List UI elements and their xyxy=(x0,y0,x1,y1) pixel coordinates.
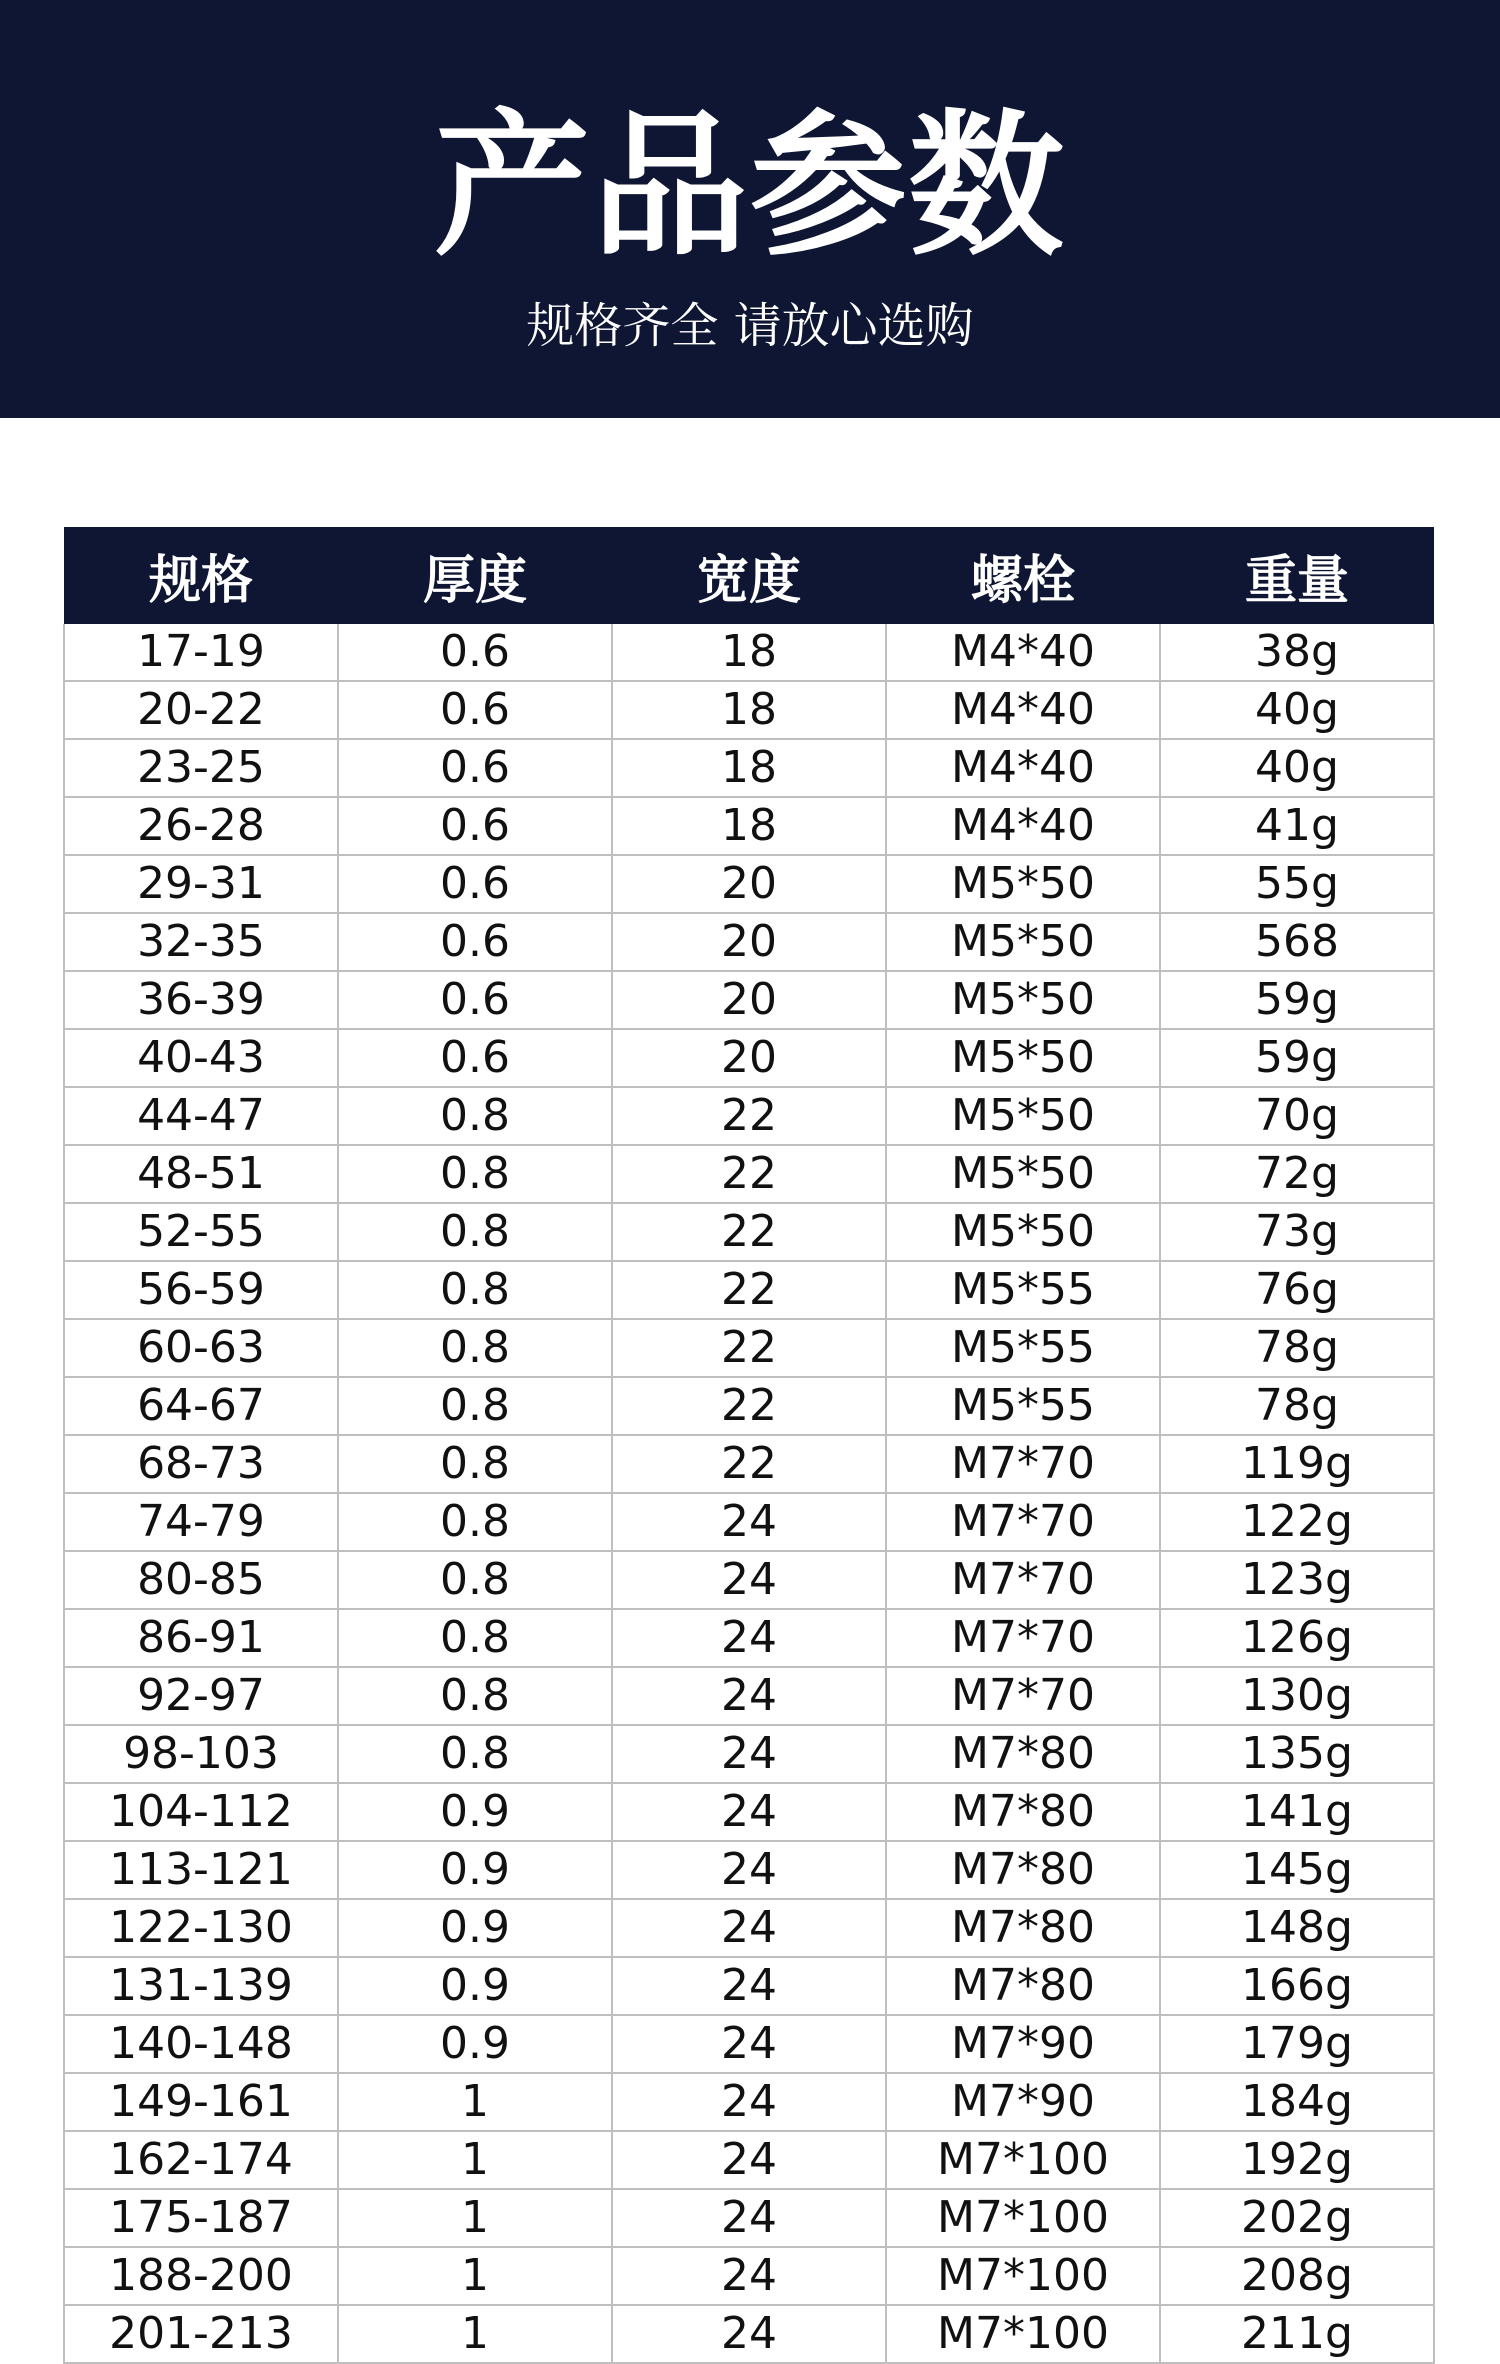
cell-bolt: M5*50 xyxy=(886,1203,1160,1261)
cell-width: 22 xyxy=(612,1145,886,1203)
cell-size: 56-59 xyxy=(64,1261,338,1319)
cell-weight: 73g xyxy=(1160,1203,1434,1261)
cell-width: 20 xyxy=(612,971,886,1029)
cell-size: 23-25 xyxy=(64,739,338,797)
cell-bolt: M7*100 xyxy=(886,2305,1160,2363)
cell-size: 44-47 xyxy=(64,1087,338,1145)
table-row xyxy=(64,971,1434,1029)
cell-width: 24 xyxy=(612,1783,886,1841)
cell-size: 48-51 xyxy=(64,1145,338,1203)
column-header-thickness: 厚度 xyxy=(338,527,612,624)
cell-bolt: M5*50 xyxy=(886,1087,1160,1145)
cell-bolt: M5*55 xyxy=(886,1261,1160,1319)
cell-bolt: M5*50 xyxy=(886,1145,1160,1203)
cell-size: 60-63 xyxy=(64,1319,338,1377)
cell-weight: 568 xyxy=(1160,913,1434,971)
cell-width: 24 xyxy=(612,1957,886,2015)
page-title: 产品参数 xyxy=(434,95,1066,277)
cell-width: 18 xyxy=(612,739,886,797)
cell-weight: 179g xyxy=(1160,2015,1434,2073)
table-row xyxy=(64,797,1434,855)
cell-size: 175-187 xyxy=(64,2189,338,2247)
cell-size: 188-200 xyxy=(64,2247,338,2305)
cell-weight: 40g xyxy=(1160,681,1434,739)
cell-thickness: 0.6 xyxy=(338,739,612,797)
cell-size: 86-91 xyxy=(64,1609,338,1667)
cell-thickness: 0.6 xyxy=(338,855,612,913)
cell-thickness: 0.8 xyxy=(338,1551,612,1609)
cell-bolt: M4*40 xyxy=(886,681,1160,739)
cell-weight: 70g xyxy=(1160,1087,1434,1145)
table-row xyxy=(64,1261,1434,1319)
cell-thickness: 0.9 xyxy=(338,1783,612,1841)
cell-weight: 135g xyxy=(1160,1725,1434,1783)
cell-size: 17-19 xyxy=(64,624,338,681)
table-row xyxy=(64,739,1434,797)
cell-bolt: M5*55 xyxy=(886,1319,1160,1377)
cell-width: 24 xyxy=(612,1493,886,1551)
table-row xyxy=(64,2305,1434,2363)
cell-width: 20 xyxy=(612,855,886,913)
cell-width: 24 xyxy=(612,1551,886,1609)
cell-width: 22 xyxy=(612,1261,886,1319)
cell-width: 20 xyxy=(612,1029,886,1087)
cell-weight: 148g xyxy=(1160,1899,1434,1957)
cell-weight: 145g xyxy=(1160,1841,1434,1899)
cell-thickness: 1 xyxy=(338,2305,612,2363)
column-header-size: 规格 xyxy=(64,527,338,624)
cell-weight: 122g xyxy=(1160,1493,1434,1551)
cell-width: 24 xyxy=(612,1841,886,1899)
cell-width: 18 xyxy=(612,797,886,855)
cell-bolt: M7*70 xyxy=(886,1435,1160,1493)
table-row xyxy=(64,1783,1434,1841)
cell-thickness: 0.8 xyxy=(338,1609,612,1667)
cell-bolt: M7*80 xyxy=(886,1841,1160,1899)
cell-width: 24 xyxy=(612,1667,886,1725)
cell-bolt: M7*90 xyxy=(886,2073,1160,2131)
cell-weight: 202g xyxy=(1160,2189,1434,2247)
table-row xyxy=(64,1435,1434,1493)
column-header-weight: 重量 xyxy=(1160,527,1434,624)
cell-weight: 38g xyxy=(1160,624,1434,681)
cell-bolt: M7*70 xyxy=(886,1493,1160,1551)
cell-bolt: M5*50 xyxy=(886,1029,1160,1087)
spec-table xyxy=(63,527,1435,2364)
cell-weight: 78g xyxy=(1160,1319,1434,1377)
cell-bolt: M7*100 xyxy=(886,2247,1160,2305)
cell-thickness: 0.9 xyxy=(338,1957,612,2015)
cell-weight: 211g xyxy=(1160,2305,1434,2363)
table-row xyxy=(64,855,1434,913)
cell-thickness: 0.8 xyxy=(338,1667,612,1725)
cell-thickness: 0.6 xyxy=(338,681,612,739)
table-row xyxy=(64,1493,1434,1551)
cell-weight: 208g xyxy=(1160,2247,1434,2305)
table-row xyxy=(64,1667,1434,1725)
cell-width: 24 xyxy=(612,2131,886,2189)
cell-size: 140-148 xyxy=(64,2015,338,2073)
cell-weight: 192g xyxy=(1160,2131,1434,2189)
table-row xyxy=(64,1609,1434,1667)
cell-bolt: M7*80 xyxy=(886,1899,1160,1957)
cell-size: 64-67 xyxy=(64,1377,338,1435)
cell-thickness: 0.8 xyxy=(338,1203,612,1261)
table-row xyxy=(64,1377,1434,1435)
cell-thickness: 0.8 xyxy=(338,1087,612,1145)
cell-size: 20-22 xyxy=(64,681,338,739)
table-row xyxy=(64,624,1434,681)
cell-bolt: M7*90 xyxy=(886,2015,1160,2073)
table-row xyxy=(64,2189,1434,2247)
cell-bolt: M7*100 xyxy=(886,2131,1160,2189)
table-body xyxy=(64,624,1434,2363)
table-row xyxy=(64,2131,1434,2189)
table-row xyxy=(64,1841,1434,1899)
banner xyxy=(0,0,1500,418)
cell-bolt: M5*50 xyxy=(886,855,1160,913)
cell-thickness: 0.9 xyxy=(338,1841,612,1899)
cell-bolt: M7*100 xyxy=(886,2189,1160,2247)
cell-bolt: M7*80 xyxy=(886,1725,1160,1783)
cell-thickness: 0.6 xyxy=(338,1029,612,1087)
cell-size: 32-35 xyxy=(64,913,338,971)
table-row xyxy=(64,1203,1434,1261)
cell-size: 113-121 xyxy=(64,1841,338,1899)
cell-size: 52-55 xyxy=(64,1203,338,1261)
cell-size: 40-43 xyxy=(64,1029,338,1087)
cell-weight: 123g xyxy=(1160,1551,1434,1609)
cell-size: 80-85 xyxy=(64,1551,338,1609)
cell-weight: 141g xyxy=(1160,1783,1434,1841)
cell-thickness: 0.9 xyxy=(338,2015,612,2073)
cell-thickness: 0.8 xyxy=(338,1145,612,1203)
cell-width: 22 xyxy=(612,1087,886,1145)
cell-width: 24 xyxy=(612,2015,886,2073)
cell-thickness: 0.6 xyxy=(338,971,612,1029)
cell-width: 20 xyxy=(612,913,886,971)
column-header-bolt: 螺栓 xyxy=(886,527,1160,624)
cell-width: 18 xyxy=(612,624,886,681)
cell-thickness: 1 xyxy=(338,2073,612,2131)
cell-width: 24 xyxy=(612,1899,886,1957)
cell-width: 24 xyxy=(612,1725,886,1783)
cell-weight: 119g xyxy=(1160,1435,1434,1493)
cell-bolt: M5*55 xyxy=(886,1377,1160,1435)
table-header-row xyxy=(64,527,1434,624)
table-row xyxy=(64,1145,1434,1203)
cell-size: 36-39 xyxy=(64,971,338,1029)
cell-width: 24 xyxy=(612,2073,886,2131)
table-row xyxy=(64,681,1434,739)
cell-weight: 130g xyxy=(1160,1667,1434,1725)
table-row xyxy=(64,1319,1434,1377)
table-row xyxy=(64,2015,1434,2073)
table-row xyxy=(64,2073,1434,2131)
column-header-width: 宽度 xyxy=(612,527,886,624)
cell-bolt: M7*70 xyxy=(886,1551,1160,1609)
cell-size: 104-112 xyxy=(64,1783,338,1841)
cell-thickness: 0.8 xyxy=(338,1493,612,1551)
table-row xyxy=(64,2247,1434,2305)
table-row xyxy=(64,1551,1434,1609)
cell-size: 26-28 xyxy=(64,797,338,855)
cell-thickness: 0.8 xyxy=(338,1377,612,1435)
cell-bolt: M5*50 xyxy=(886,971,1160,1029)
cell-width: 18 xyxy=(612,681,886,739)
table-row xyxy=(64,1899,1434,1957)
cell-bolt: M4*40 xyxy=(886,624,1160,681)
cell-weight: 55g xyxy=(1160,855,1434,913)
cell-size: 201-213 xyxy=(64,2305,338,2363)
cell-width: 24 xyxy=(612,2305,886,2363)
table-row xyxy=(64,1725,1434,1783)
cell-size: 122-130 xyxy=(64,1899,338,1957)
cell-weight: 72g xyxy=(1160,1145,1434,1203)
cell-weight: 166g xyxy=(1160,1957,1434,2015)
cell-thickness: 1 xyxy=(338,2247,612,2305)
cell-weight: 59g xyxy=(1160,971,1434,1029)
cell-thickness: 0.8 xyxy=(338,1435,612,1493)
cell-weight: 59g xyxy=(1160,1029,1434,1087)
cell-width: 22 xyxy=(612,1435,886,1493)
cell-thickness: 0.6 xyxy=(338,797,612,855)
cell-width: 24 xyxy=(612,2247,886,2305)
cell-thickness: 0.6 xyxy=(338,913,612,971)
cell-thickness: 0.8 xyxy=(338,1261,612,1319)
table-row xyxy=(64,1087,1434,1145)
cell-thickness: 0.9 xyxy=(338,1899,612,1957)
cell-width: 22 xyxy=(612,1377,886,1435)
cell-thickness: 1 xyxy=(338,2189,612,2247)
cell-weight: 40g xyxy=(1160,739,1434,797)
cell-size: 131-139 xyxy=(64,1957,338,2015)
cell-size: 162-174 xyxy=(64,2131,338,2189)
cell-size: 98-103 xyxy=(64,1725,338,1783)
table-row xyxy=(64,913,1434,971)
cell-size: 68-73 xyxy=(64,1435,338,1493)
cell-size: 29-31 xyxy=(64,855,338,913)
cell-width: 24 xyxy=(612,1609,886,1667)
table-row xyxy=(64,1957,1434,2015)
cell-thickness: 0.8 xyxy=(338,1319,612,1377)
cell-width: 22 xyxy=(612,1203,886,1261)
cell-bolt: M5*50 xyxy=(886,913,1160,971)
cell-width: 24 xyxy=(612,2189,886,2247)
cell-size: 92-97 xyxy=(64,1667,338,1725)
cell-weight: 41g xyxy=(1160,797,1434,855)
cell-bolt: M7*70 xyxy=(886,1667,1160,1725)
cell-bolt: M7*80 xyxy=(886,1957,1160,2015)
cell-bolt: M4*40 xyxy=(886,739,1160,797)
cell-size: 74-79 xyxy=(64,1493,338,1551)
cell-weight: 126g xyxy=(1160,1609,1434,1667)
cell-weight: 78g xyxy=(1160,1377,1434,1435)
cell-bolt: M7*80 xyxy=(886,1783,1160,1841)
table-row xyxy=(64,1029,1434,1087)
cell-thickness: 1 xyxy=(338,2131,612,2189)
cell-size: 149-161 xyxy=(64,2073,338,2131)
page-subtitle: 规格齐全 请放心选购 xyxy=(526,298,974,354)
cell-bolt: M7*70 xyxy=(886,1609,1160,1667)
cell-weight: 184g xyxy=(1160,2073,1434,2131)
cell-thickness: 0.6 xyxy=(338,624,612,681)
cell-thickness: 0.8 xyxy=(338,1725,612,1783)
cell-width: 22 xyxy=(612,1319,886,1377)
cell-weight: 76g xyxy=(1160,1261,1434,1319)
cell-bolt: M4*40 xyxy=(886,797,1160,855)
